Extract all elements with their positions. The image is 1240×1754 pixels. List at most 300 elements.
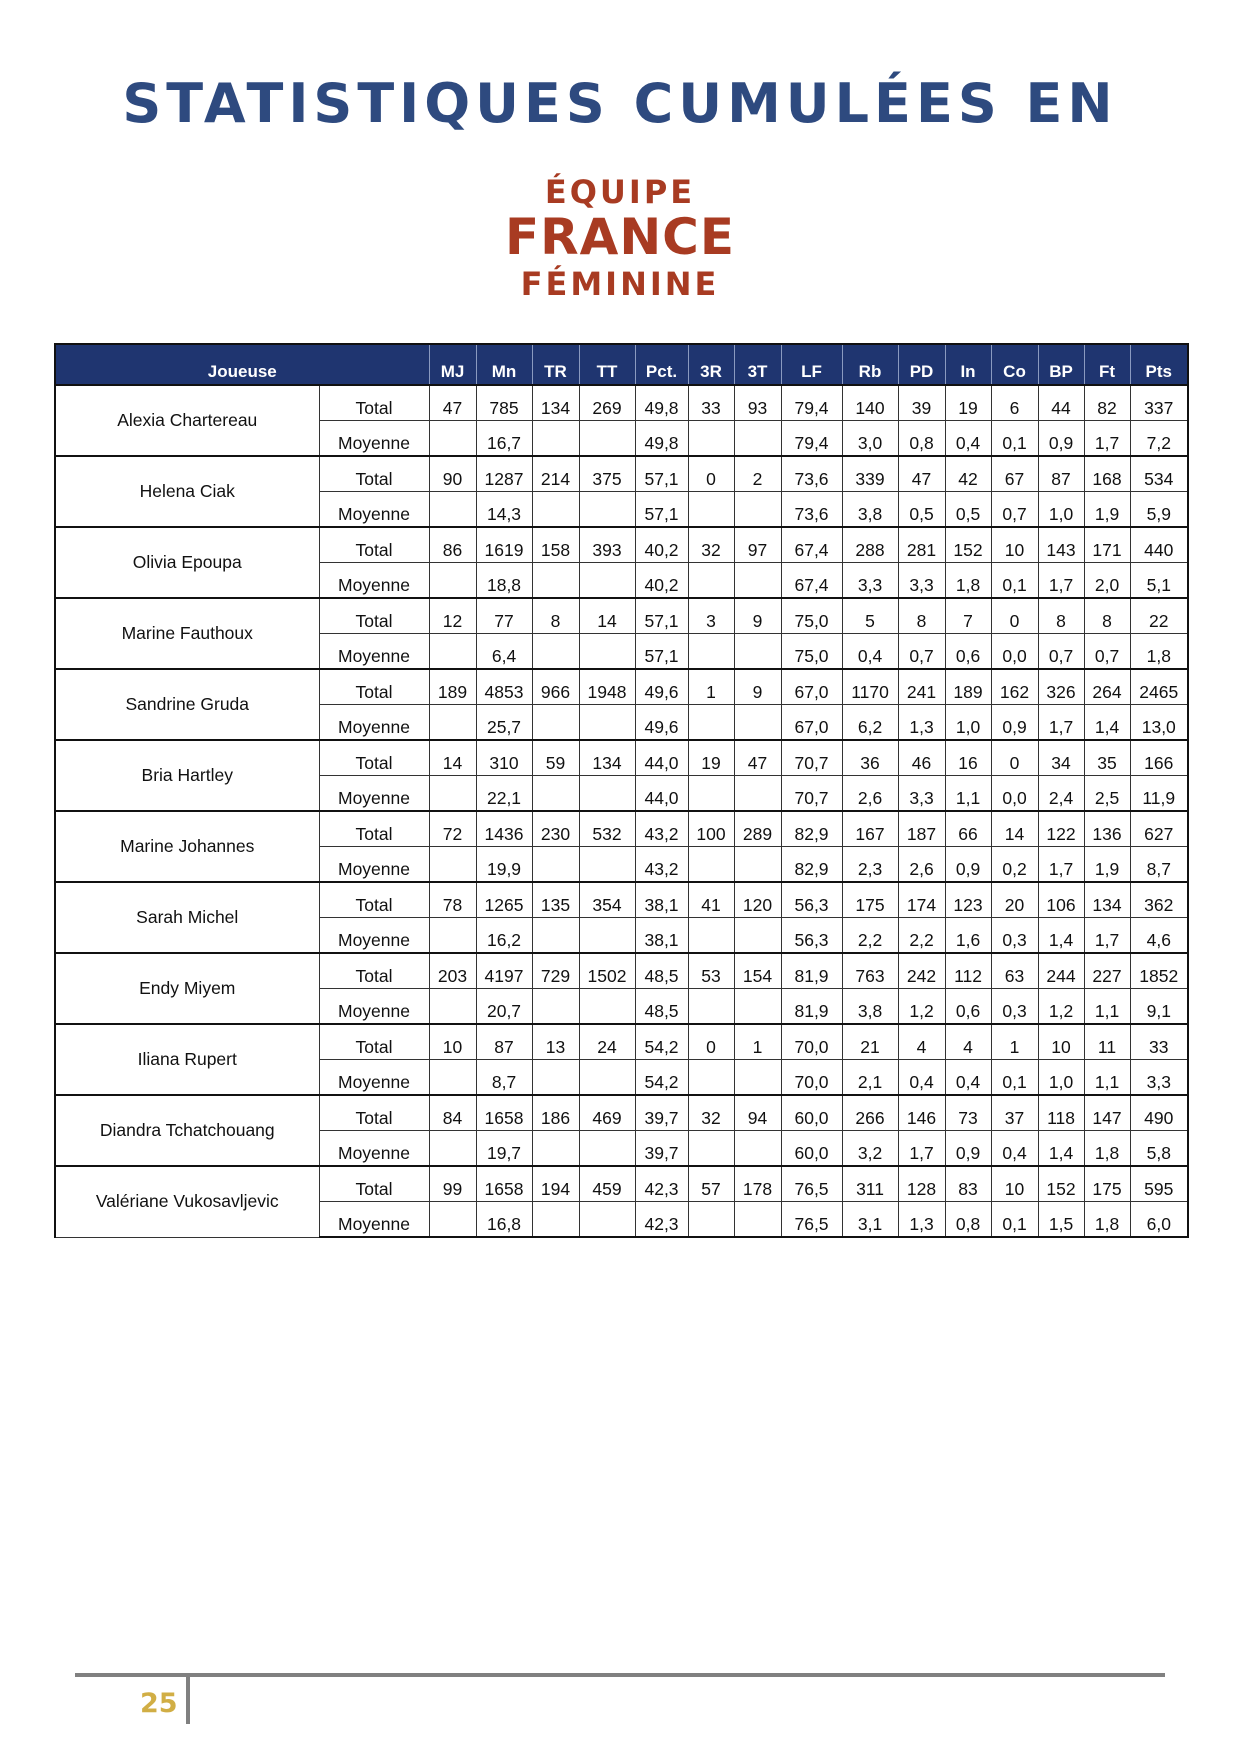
table-row <box>55 953 1188 989</box>
stat-cell: 5,9 <box>1130 492 1188 528</box>
stat-cell: 1,9 <box>1084 492 1130 528</box>
stat-cell: 57,1 <box>635 456 688 492</box>
stat-cell: 120 <box>734 882 781 918</box>
stat-cell: 729 <box>532 953 579 989</box>
stat-cell: 0,9 <box>991 705 1038 741</box>
stat-cell: 0,8 <box>945 1202 991 1238</box>
stat-cell: 12 <box>429 598 476 634</box>
stat-cell: 1,8 <box>1084 1202 1130 1238</box>
stat-cell <box>579 776 635 812</box>
column-header: Co <box>991 344 1038 385</box>
column-header: Pct. <box>635 344 688 385</box>
stat-cell: 2,3 <box>842 847 898 883</box>
player-name: Valériane Vukosavljevic <box>55 1166 319 1237</box>
stat-cell <box>734 634 781 670</box>
stat-cell <box>734 847 781 883</box>
stat-cell: 1,7 <box>1038 563 1084 599</box>
footer-divider <box>75 1673 1165 1677</box>
total-label: Total <box>319 385 429 421</box>
stat-cell: 0,5 <box>898 492 945 528</box>
average-label: Moyenne <box>319 705 429 741</box>
stat-cell: 534 <box>1130 456 1188 492</box>
stat-cell: 1,1 <box>1084 989 1130 1025</box>
stat-cell: 1,8 <box>945 563 991 599</box>
stat-cell: 19 <box>688 740 734 776</box>
stat-cell: 39,7 <box>635 1131 688 1167</box>
stat-cell: 44 <box>1038 385 1084 421</box>
stat-cell: 70,0 <box>781 1060 842 1096</box>
stat-cell: 2,5 <box>1084 776 1130 812</box>
stat-cell: 47 <box>429 385 476 421</box>
stat-cell: 34 <box>1038 740 1084 776</box>
stat-cell: 167 <box>842 811 898 847</box>
logo-line-1: ÉQUIPE <box>544 173 696 211</box>
stat-cell: 3 <box>688 598 734 634</box>
stat-cell: 1170 <box>842 669 898 705</box>
stat-cell <box>429 492 476 528</box>
column-header: 3R <box>688 344 734 385</box>
stat-cell: 6 <box>991 385 1038 421</box>
stat-cell: 60,0 <box>781 1131 842 1167</box>
stat-cell: 0,9 <box>945 1131 991 1167</box>
stat-cell: 1287 <box>476 456 532 492</box>
stat-cell: 1,7 <box>898 1131 945 1167</box>
stat-cell: 227 <box>1084 953 1130 989</box>
stat-cell <box>429 989 476 1025</box>
player-name: Marine Johannes <box>55 811 319 882</box>
average-label: Moyenne <box>319 776 429 812</box>
stat-cell: 1619 <box>476 527 532 563</box>
stat-cell: 14 <box>429 740 476 776</box>
stat-cell: 90 <box>429 456 476 492</box>
stat-cell: 337 <box>1130 385 1188 421</box>
stat-cell <box>532 563 579 599</box>
stat-cell: 7 <box>945 598 991 634</box>
stat-cell: 288 <box>842 527 898 563</box>
stat-cell: 3,8 <box>842 492 898 528</box>
stat-cell: 2,1 <box>842 1060 898 1096</box>
player-name: Marine Fauthoux <box>55 598 319 669</box>
stat-cell: 70,7 <box>781 776 842 812</box>
stat-cell: 14 <box>991 811 1038 847</box>
total-label: Total <box>319 1024 429 1060</box>
stat-cell: 19,7 <box>476 1131 532 1167</box>
stat-cell: 1,0 <box>945 705 991 741</box>
column-header: 3T <box>734 344 781 385</box>
stat-cell: 49,8 <box>635 385 688 421</box>
stat-cell: 46 <box>898 740 945 776</box>
stat-cell: 3,2 <box>842 1131 898 1167</box>
stat-cell: 362 <box>1130 882 1188 918</box>
stat-cell: 3,3 <box>1130 1060 1188 1096</box>
stat-cell: 49,6 <box>635 669 688 705</box>
stat-cell: 40,2 <box>635 563 688 599</box>
stat-cell: 67,0 <box>781 705 842 741</box>
stat-cell: 128 <box>898 1166 945 1202</box>
stat-cell: 10 <box>1038 1024 1084 1060</box>
stat-cell: 43,2 <box>635 811 688 847</box>
stat-cell: 112 <box>945 953 991 989</box>
stat-cell: 1,2 <box>1038 989 1084 1025</box>
stat-cell: 1,8 <box>1084 1131 1130 1167</box>
stat-cell <box>532 1202 579 1238</box>
stat-cell: 135 <box>532 882 579 918</box>
stat-cell <box>734 989 781 1025</box>
stat-cell: 54,2 <box>635 1060 688 1096</box>
stat-cell <box>532 1060 579 1096</box>
stat-cell: 6,4 <box>476 634 532 670</box>
stat-cell: 4 <box>898 1024 945 1060</box>
stat-cell: 8 <box>532 598 579 634</box>
stat-cell <box>579 989 635 1025</box>
player-name: Sandrine Gruda <box>55 669 319 740</box>
stat-cell: 0,2 <box>991 847 1038 883</box>
stat-cell <box>532 492 579 528</box>
stat-cell: 264 <box>1084 669 1130 705</box>
stat-cell: 1,7 <box>1084 918 1130 954</box>
average-label: Moyenne <box>319 918 429 954</box>
stat-cell: 16,7 <box>476 421 532 457</box>
footer-vertical-divider <box>186 1676 190 1724</box>
stat-cell: 0,9 <box>1038 421 1084 457</box>
stat-cell: 0,5 <box>945 492 991 528</box>
stat-cell <box>734 1131 781 1167</box>
stat-cell: 94 <box>734 1095 781 1131</box>
stat-cell: 0,1 <box>991 1060 1038 1096</box>
stat-cell: 59 <box>532 740 579 776</box>
average-label: Moyenne <box>319 847 429 883</box>
stat-cell: 2,4 <box>1038 776 1084 812</box>
stat-cell: 43,2 <box>635 847 688 883</box>
stat-cell: 72 <box>429 811 476 847</box>
stat-cell <box>579 1202 635 1238</box>
stat-cell: 106 <box>1038 882 1084 918</box>
stat-cell: 174 <box>898 882 945 918</box>
column-header: MJ <box>429 344 476 385</box>
stat-cell <box>532 776 579 812</box>
stat-cell: 76,5 <box>781 1166 842 1202</box>
stat-cell <box>429 1131 476 1167</box>
stat-cell: 0,1 <box>991 421 1038 457</box>
stat-cell: 18,8 <box>476 563 532 599</box>
stat-cell: 75,0 <box>781 634 842 670</box>
player-name: Diandra Tchatchouang <box>55 1095 319 1166</box>
stat-cell: 2 <box>734 456 781 492</box>
stat-cell: 146 <box>898 1095 945 1131</box>
stat-cell: 289 <box>734 811 781 847</box>
column-header: PD <box>898 344 945 385</box>
table-header-row <box>55 344 1188 385</box>
stat-cell <box>734 1060 781 1096</box>
stat-cell: 0,7 <box>1084 634 1130 670</box>
stat-cell: 42,3 <box>635 1166 688 1202</box>
stat-cell: 785 <box>476 385 532 421</box>
stat-cell: 118 <box>1038 1095 1084 1131</box>
stat-cell: 158 <box>532 527 579 563</box>
stat-cell: 1658 <box>476 1095 532 1131</box>
stat-cell: 22,1 <box>476 776 532 812</box>
stat-cell: 39 <box>898 385 945 421</box>
stat-cell <box>688 776 734 812</box>
stat-cell <box>734 776 781 812</box>
stat-cell: 67,0 <box>781 669 842 705</box>
table-row <box>55 669 1188 705</box>
stat-cell: 75,0 <box>781 598 842 634</box>
stat-cell: 6,0 <box>1130 1202 1188 1238</box>
stat-cell: 966 <box>532 669 579 705</box>
stat-cell: 44,0 <box>635 776 688 812</box>
table-row <box>55 456 1188 492</box>
stat-cell: 0,1 <box>991 1202 1038 1238</box>
stat-cell: 25,7 <box>476 705 532 741</box>
stat-cell: 189 <box>429 669 476 705</box>
stat-cell: 49,8 <box>635 421 688 457</box>
stat-cell: 20,7 <box>476 989 532 1025</box>
stat-cell: 13 <box>532 1024 579 1060</box>
stat-cell: 326 <box>1038 669 1084 705</box>
stat-cell: 38,1 <box>635 918 688 954</box>
stat-cell: 3,3 <box>898 563 945 599</box>
stat-cell: 0,4 <box>898 1060 945 1096</box>
total-label: Total <box>319 740 429 776</box>
stat-cell: 0 <box>991 740 1038 776</box>
stat-cell: 175 <box>842 882 898 918</box>
stat-cell: 67,4 <box>781 563 842 599</box>
stat-cell: 595 <box>1130 1166 1188 1202</box>
stat-cell: 214 <box>532 456 579 492</box>
stat-cell: 79,4 <box>781 385 842 421</box>
stat-cell: 47 <box>898 456 945 492</box>
total-label: Total <box>319 1166 429 1202</box>
stat-cell: 203 <box>429 953 476 989</box>
stat-cell: 310 <box>476 740 532 776</box>
stat-cell: 1,8 <box>1130 634 1188 670</box>
stat-cell: 32 <box>688 527 734 563</box>
stat-cell: 57,1 <box>635 634 688 670</box>
stat-cell: 6,2 <box>842 705 898 741</box>
stat-cell: 5,1 <box>1130 563 1188 599</box>
stat-cell <box>429 705 476 741</box>
stat-cell: 532 <box>579 811 635 847</box>
stat-cell: 44,0 <box>635 740 688 776</box>
stat-cell: 7,2 <box>1130 421 1188 457</box>
stat-cell: 0,9 <box>945 847 991 883</box>
total-label: Total <box>319 882 429 918</box>
stat-cell: 100 <box>688 811 734 847</box>
average-label: Moyenne <box>319 492 429 528</box>
stat-cell: 56,3 <box>781 882 842 918</box>
stat-cell: 1,0 <box>1038 1060 1084 1096</box>
stat-cell <box>688 1060 734 1096</box>
stat-cell <box>688 989 734 1025</box>
stat-cell <box>532 421 579 457</box>
stat-cell <box>429 563 476 599</box>
stat-cell: 0,4 <box>945 1060 991 1096</box>
stat-cell: 11 <box>1084 1024 1130 1060</box>
total-label: Total <box>319 953 429 989</box>
stat-cell: 1,7 <box>1038 705 1084 741</box>
stat-cell: 627 <box>1130 811 1188 847</box>
stat-cell: 166 <box>1130 740 1188 776</box>
stat-cell: 0,4 <box>842 634 898 670</box>
stat-cell: 9 <box>734 598 781 634</box>
stat-cell: 1,3 <box>898 1202 945 1238</box>
stat-cell: 1,2 <box>898 989 945 1025</box>
stat-cell: 1658 <box>476 1166 532 1202</box>
stat-cell: 57 <box>688 1166 734 1202</box>
stat-cell: 84 <box>429 1095 476 1131</box>
page-number: 25 <box>140 1688 178 1719</box>
table-row <box>55 385 1188 421</box>
stat-cell <box>532 705 579 741</box>
stat-cell: 13,0 <box>1130 705 1188 741</box>
stat-cell: 53 <box>688 953 734 989</box>
stat-cell: 0,6 <box>945 634 991 670</box>
stat-cell: 1,4 <box>1038 1131 1084 1167</box>
stat-cell: 0,6 <box>945 989 991 1025</box>
player-name: Alexia Chartereau <box>55 385 319 456</box>
stat-cell: 440 <box>1130 527 1188 563</box>
stat-cell <box>734 1202 781 1238</box>
stat-cell: 1436 <box>476 811 532 847</box>
stat-cell: 8 <box>1038 598 1084 634</box>
stat-cell: 266 <box>842 1095 898 1131</box>
player-name: Endy Miyem <box>55 953 319 1024</box>
stat-cell: 0,4 <box>945 421 991 457</box>
stat-cell: 3,3 <box>898 776 945 812</box>
total-label: Total <box>319 598 429 634</box>
stat-cell: 1,3 <box>898 705 945 741</box>
stat-cell: 1,6 <box>945 918 991 954</box>
table-row <box>55 1024 1188 1060</box>
logo-line-3: FÉMININE <box>520 265 720 303</box>
column-header: LF <box>781 344 842 385</box>
stat-cell <box>579 634 635 670</box>
stat-cell: 194 <box>532 1166 579 1202</box>
stat-cell: 8 <box>1084 598 1130 634</box>
stat-cell: 81,9 <box>781 953 842 989</box>
stat-cell: 244 <box>1038 953 1084 989</box>
stat-cell: 147 <box>1084 1095 1130 1131</box>
table-row <box>55 527 1188 563</box>
stat-cell: 70,7 <box>781 740 842 776</box>
stat-cell: 19 <box>945 385 991 421</box>
column-header: Pts <box>1130 344 1188 385</box>
stat-cell: 189 <box>945 669 991 705</box>
stat-cell: 0,7 <box>991 492 1038 528</box>
stat-cell: 40,2 <box>635 527 688 563</box>
stat-cell: 16 <box>945 740 991 776</box>
page-title: STATISTIQUES CUMULÉES EN <box>122 72 1118 135</box>
stat-cell <box>688 705 734 741</box>
stat-cell <box>429 847 476 883</box>
stat-cell: 339 <box>842 456 898 492</box>
stat-cell <box>688 421 734 457</box>
stat-cell <box>532 989 579 1025</box>
stat-cell: 0,4 <box>991 1131 1038 1167</box>
stat-cell: 1,9 <box>1084 847 1130 883</box>
stat-cell: 41 <box>688 882 734 918</box>
stat-cell <box>429 634 476 670</box>
stat-cell: 0,3 <box>991 989 1038 1025</box>
stat-cell: 143 <box>1038 527 1084 563</box>
stat-cell: 73,6 <box>781 456 842 492</box>
stat-cell: 33 <box>688 385 734 421</box>
stat-cell: 48,5 <box>635 989 688 1025</box>
stat-cell: 63 <box>991 953 1038 989</box>
column-header: Joueuse <box>55 344 429 385</box>
stat-cell: 0 <box>688 456 734 492</box>
stat-cell <box>688 634 734 670</box>
stat-cell: 5 <box>842 598 898 634</box>
stat-cell <box>579 705 635 741</box>
stat-cell: 186 <box>532 1095 579 1131</box>
stat-cell: 1,1 <box>945 776 991 812</box>
stat-cell: 24 <box>579 1024 635 1060</box>
stat-cell: 57,1 <box>635 598 688 634</box>
stat-cell: 0,8 <box>898 421 945 457</box>
stat-cell: 230 <box>532 811 579 847</box>
stat-cell: 83 <box>945 1166 991 1202</box>
average-label: Moyenne <box>319 1060 429 1096</box>
stat-cell: 86 <box>429 527 476 563</box>
stat-cell: 1948 <box>579 669 635 705</box>
stat-cell: 459 <box>579 1166 635 1202</box>
stat-cell: 4,6 <box>1130 918 1188 954</box>
stat-cell: 87 <box>1038 456 1084 492</box>
stat-cell: 79,4 <box>781 421 842 457</box>
stat-cell: 77 <box>476 598 532 634</box>
stat-cell: 4197 <box>476 953 532 989</box>
stat-cell: 152 <box>1038 1166 1084 1202</box>
stat-cell <box>429 1202 476 1238</box>
stat-cell: 38,1 <box>635 882 688 918</box>
stat-cell <box>579 847 635 883</box>
column-header: Rb <box>842 344 898 385</box>
stat-cell <box>532 847 579 883</box>
stat-cell: 22 <box>1130 598 1188 634</box>
stat-cell: 8,7 <box>476 1060 532 1096</box>
stat-cell: 1 <box>688 669 734 705</box>
stat-cell: 14 <box>579 598 635 634</box>
average-label: Moyenne <box>319 1202 429 1238</box>
stat-cell: 67 <box>991 456 1038 492</box>
stat-cell: 269 <box>579 385 635 421</box>
stat-cell: 67,4 <box>781 527 842 563</box>
stat-cell <box>429 918 476 954</box>
stat-cell: 162 <box>991 669 1038 705</box>
stat-cell: 2,2 <box>842 918 898 954</box>
stat-cell: 33 <box>1130 1024 1188 1060</box>
stat-cell: 171 <box>1084 527 1130 563</box>
stat-cell: 0,3 <box>991 918 1038 954</box>
stat-cell: 140 <box>842 385 898 421</box>
total-label: Total <box>319 1095 429 1131</box>
stat-cell: 5,8 <box>1130 1131 1188 1167</box>
stat-cell: 56,3 <box>781 918 842 954</box>
stat-cell: 78 <box>429 882 476 918</box>
stat-cell: 354 <box>579 882 635 918</box>
average-label: Moyenne <box>319 563 429 599</box>
stat-cell <box>429 1060 476 1096</box>
stat-cell: 1,7 <box>1084 421 1130 457</box>
table-row <box>55 598 1188 634</box>
stat-cell: 4853 <box>476 669 532 705</box>
stat-cell: 1,5 <box>1038 1202 1084 1238</box>
stat-cell: 73,6 <box>781 492 842 528</box>
stat-cell <box>579 421 635 457</box>
average-label: Moyenne <box>319 634 429 670</box>
